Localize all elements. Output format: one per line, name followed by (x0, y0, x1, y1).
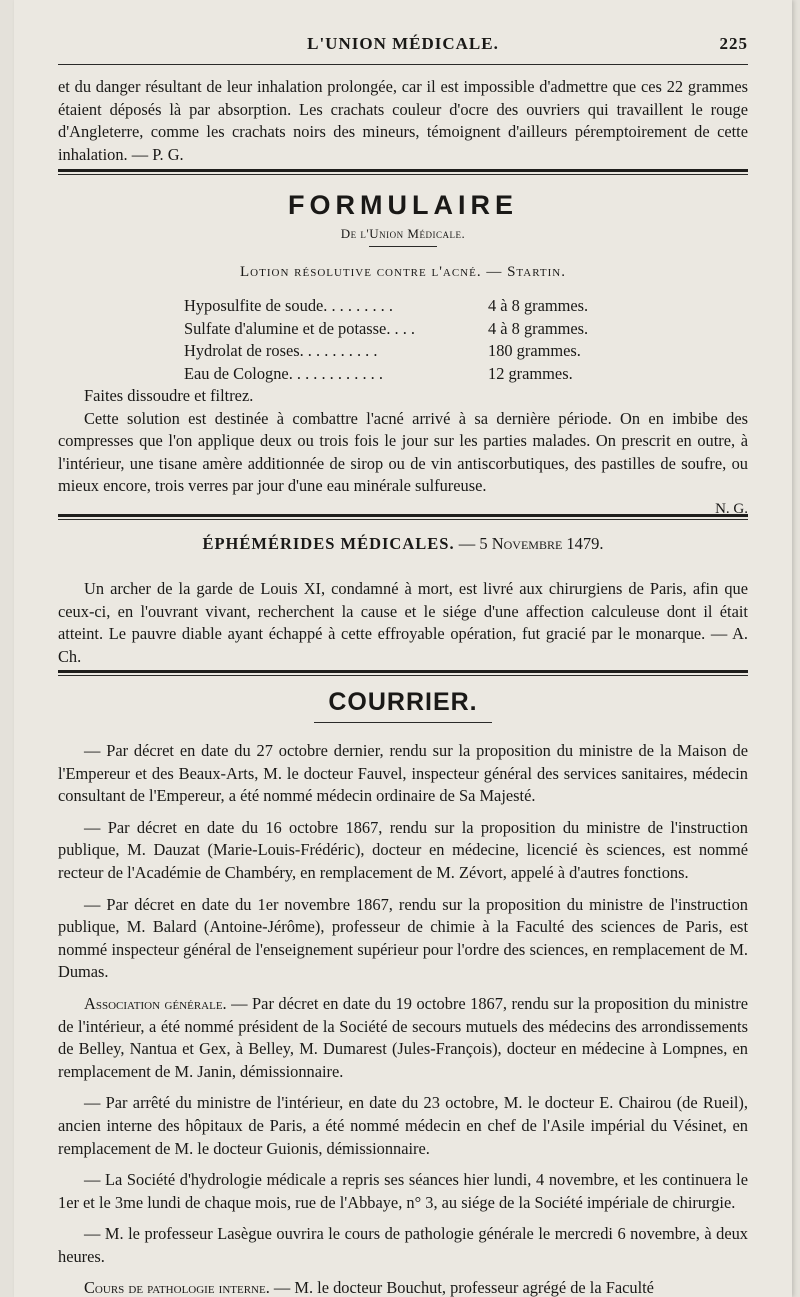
ingredient-dose: 4 à 8 grammes. (488, 296, 589, 315)
header-rule (58, 64, 748, 65)
ingredients-list (184, 295, 614, 385)
paragraph-text: — M. le docteur Bouchut, professeur agrégé de la Faculté (269, 1278, 654, 1297)
section-divider (58, 670, 748, 673)
courrier-title: COURRIER. (328, 688, 478, 716)
section-divider (58, 169, 748, 172)
ingredient-name: Eau de Cologne. . . . . . . . . . . . (184, 363, 383, 383)
ingredient-row (184, 340, 614, 363)
section-divider-thin (58, 174, 748, 175)
section-divider-thin (58, 519, 748, 520)
ephemerides-text: Un archer de la garde de Louis XI, condamné à mort, est livré aux chirurgiens de Paris, afin que ceux-ci, en l'ouvrant vivant, recherchent la cause et le siége d'une affection calculeuse dont il était atteint. Le pauvre diable ayant échappé à cette effroyable opération, fut gracié par le monarque. — A. Ch. (58, 579, 748, 666)
ingredient-name: Hyposulfite de soude. . . . . . . . . (184, 296, 393, 315)
formulaire-title: FORMULAIRE (288, 190, 518, 220)
ingredient-row (184, 363, 614, 386)
section-divider-thin (58, 675, 748, 676)
paragraph-lead: Association générale. (84, 993, 227, 1013)
paragraph-text: — Par arrêté du ministre de l'intérieur, en date du 23 octobre, M. le docteur E. Chairou (de Rueil), ancien interne des hôpitaux de Paris, a été nommé médecin en chef de l'Asile impérial du Vésinet, en remplacement de M. le docteur Guionis, démissionnaire. (58, 1093, 748, 1158)
subtitle-rule (369, 246, 437, 247)
formulaire-subtitle: De l'Union Médicale. (340, 226, 466, 241)
paragraph-text: — Par décret en date du 1er novembre 1867, rendu sur la proposition du ministre de l'instruction publique, M. Balard (Antoine-Jérôme), professeur de chimie à la Faculté des sciences de Paris, est nommé inspecteur général de l'enseignement supérieur pour l'ordre des sciences, en remplacement de M. Dumas. (58, 894, 748, 982)
ephemerides-body (58, 578, 748, 668)
ephemerides-date: — 5 Novembre 1479. (458, 534, 604, 553)
courrier-paragraph (58, 894, 748, 984)
section-divider (58, 514, 748, 517)
intro-text: et du danger résultant de leur inhalation prolongée, car il est impossible d'admettre que ces 22 grammes étaient déposés là par absorption. Les crachats couleur d'ocre des ouvriers qui travaillent le rouge d'Angleterre, comme les crachats noirs des mineurs, témoignent d'ailleurs péremptoirement de cette inhalation. — P. G. (58, 77, 748, 164)
journal-page (14, 0, 792, 1297)
courrier-paragraph (58, 740, 748, 808)
paragraph-text: — La Société d'hydrologie médicale a repris ses séances hier lundi, 4 novembre, et les continuera le 1er et le 3me lundi de chaque mois, rue de l'Abbaye, n° 3, au siége de la Société impériale de chirurgie. (58, 1170, 748, 1212)
recipe-instruction: Faites dissoudre et filtrez. (84, 386, 254, 405)
recipe-body (58, 385, 748, 521)
ingredient-dose: 12 grammes. (488, 363, 573, 383)
courrier-body (58, 740, 748, 1297)
courrier-paragraph (58, 993, 748, 1083)
courrier-paragraph (58, 1223, 748, 1268)
ephemerides-title: ÉPHÉMÉRIDES MÉDICALES. (202, 534, 455, 553)
courrier-paragraph (58, 817, 748, 885)
ingredient-name: Sulfate d'alumine et de potasse. . . . (184, 318, 415, 338)
running-header (58, 30, 748, 60)
ingredient-row (184, 295, 614, 318)
courrier-paragraph (58, 1169, 748, 1214)
paragraph-text: — Par décret en date du 27 octobre dernier, rendu sur la proposition du ministre de la Maison de l'Empereur et des Beaux-Arts, M. le docteur Fauvel, inspecteur général des services sanitaires, médecin consultant de l'Empereur, a été nommé médecin ordinaire de Sa Majesté. (58, 741, 748, 806)
recipe-description: Cette solution est destinée à combattre l'acné arrivé à sa dernière période. On en imbibe des compresses que l'on applique deux ou trois fois le jour sur les parties malades. On prescrit en outre, à l'intérieur, une tisane amère additionnée de sirop ou de vin antiscorbutiques, des pastilles de soufre, ou mieux encore, trois verres par jour d'une eau minérale sulfureuse. (58, 408, 748, 496)
courrier-paragraph (58, 1277, 748, 1297)
courrier-paragraph (58, 1092, 748, 1160)
ingredient-row (184, 318, 614, 341)
paragraph-text: — Par décret en date du 19 octobre 1867, rendu sur la proposition du ministre de l'intérieur, a été nommé président de la Société de secours mutuels des médecins des arrondissements de Belley, Nantua et Gex, à Belley, M. Dumarest (Jules-François), docteur en médecine à Lompnes, en remplacement de M. Janin, démissionnaire. (58, 993, 748, 1081)
recipe-signature: N. G. (715, 500, 748, 517)
intro-paragraph (58, 76, 748, 166)
ingredient-dose: 4 à 8 grammes. (488, 318, 589, 338)
ingredient-name: Hydrolat de roses. . . . . . . . . . (184, 341, 378, 361)
courrier-rule (314, 722, 492, 723)
page-number: 225 (719, 34, 748, 53)
ephemerides-heading (58, 534, 748, 554)
journal-title: L'UNION MÉDICALE. (307, 34, 499, 53)
paragraph-text: — M. le professeur Lasègue ouvrira le cours de pathologie générale le mercredi 6 novembre, à deux heures. (58, 1224, 748, 1266)
paragraph-lead: Cours de pathologie interne. (84, 1278, 270, 1297)
ingredient-dose: 180 grammes. (488, 341, 581, 361)
paragraph-text: — Par décret en date du 16 octobre 1867, rendu sur la proposition du ministre de l'instruction publique, M. Dauzat (Marie-Louis-Frédéric), docteur en médecine, licencié ès sciences, est nommé recteur de l'Académie de Chambéry, en remplacement de M. Zévort, appelé à d'autres fonctions. (58, 817, 748, 882)
recipe-title: Lotion résolutive contre l'acné. — Startin. (240, 264, 566, 280)
